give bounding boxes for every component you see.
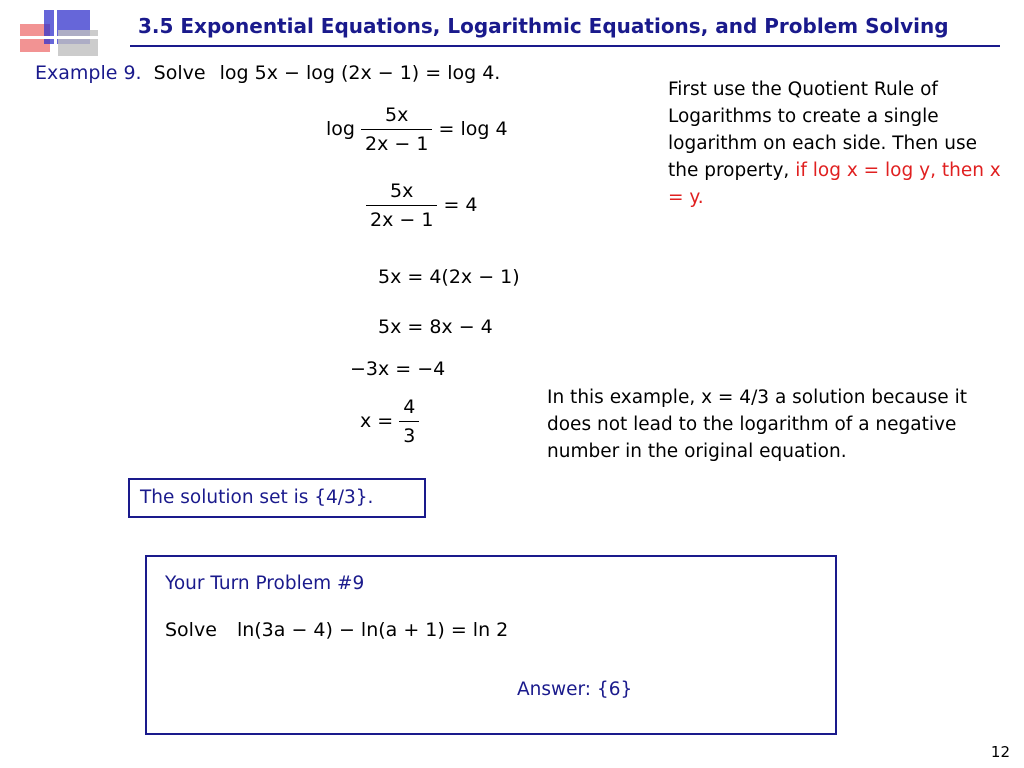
slide-logo-icon (14, 10, 104, 60)
step-3: 5x = 4(2x − 1) (378, 266, 520, 288)
your-turn-equation: ln(3a − 4) − ln(a + 1) = ln 2 (236, 619, 509, 641)
step-2-fraction (366, 180, 437, 231)
step-1-numerator: 5x (385, 104, 409, 126)
step-2-numerator: 5x (390, 180, 414, 202)
explanation-property: if log x = log y, then x = y. (668, 160, 1001, 208)
example-header (35, 62, 500, 84)
your-turn-solve-word: Solve (165, 619, 217, 641)
your-turn-box (145, 555, 837, 735)
step-6-fraction (399, 396, 419, 447)
step-1-log: log (326, 118, 355, 140)
your-turn-problem (165, 619, 508, 641)
solution-text: The solution set is {4/3}. (140, 487, 374, 508)
example-solve-word: Solve (153, 62, 206, 84)
explanation-text (668, 76, 1008, 211)
solution-note: In this example, x = 4/3 a solution because it does not lead to the logarithm of a negative number in the original equation. (547, 387, 967, 462)
title-divider (130, 45, 1000, 47)
step-1 (326, 104, 508, 155)
step-6 (360, 396, 419, 447)
step-1-fraction (361, 104, 432, 155)
step-2 (366, 180, 478, 231)
example-equation: log 5x − log (2x − 1) = log 4. (219, 62, 501, 84)
explanation-body: First use the Quotient Rule of Logarithms to create a single logarithm on each side. Then use the property, (668, 79, 978, 181)
page-number: 12 (990, 743, 1010, 761)
step-2-right: = 4 (443, 194, 478, 216)
step-6-denominator: 3 (399, 421, 419, 447)
slide-title: 3.5 Exponential Equations, Logarithmic Equations, and Problem Solving (138, 14, 949, 38)
step-6-numerator: 4 (403, 396, 416, 418)
step-1-denominator: 2x − 1 (361, 129, 432, 155)
step-4: 5x = 8x − 4 (378, 316, 493, 338)
step-2-denominator: 2x − 1 (366, 205, 437, 231)
step-5: −3x = −4 (350, 358, 446, 380)
solution-box (128, 478, 426, 518)
step-6-left: x = (360, 410, 394, 432)
example-label: Example 9. (35, 62, 142, 84)
your-turn-answer: Answer: {6} (517, 679, 633, 700)
your-turn-heading: Your Turn Problem #9 (165, 573, 365, 594)
step-1-right: = log 4 (438, 118, 508, 140)
